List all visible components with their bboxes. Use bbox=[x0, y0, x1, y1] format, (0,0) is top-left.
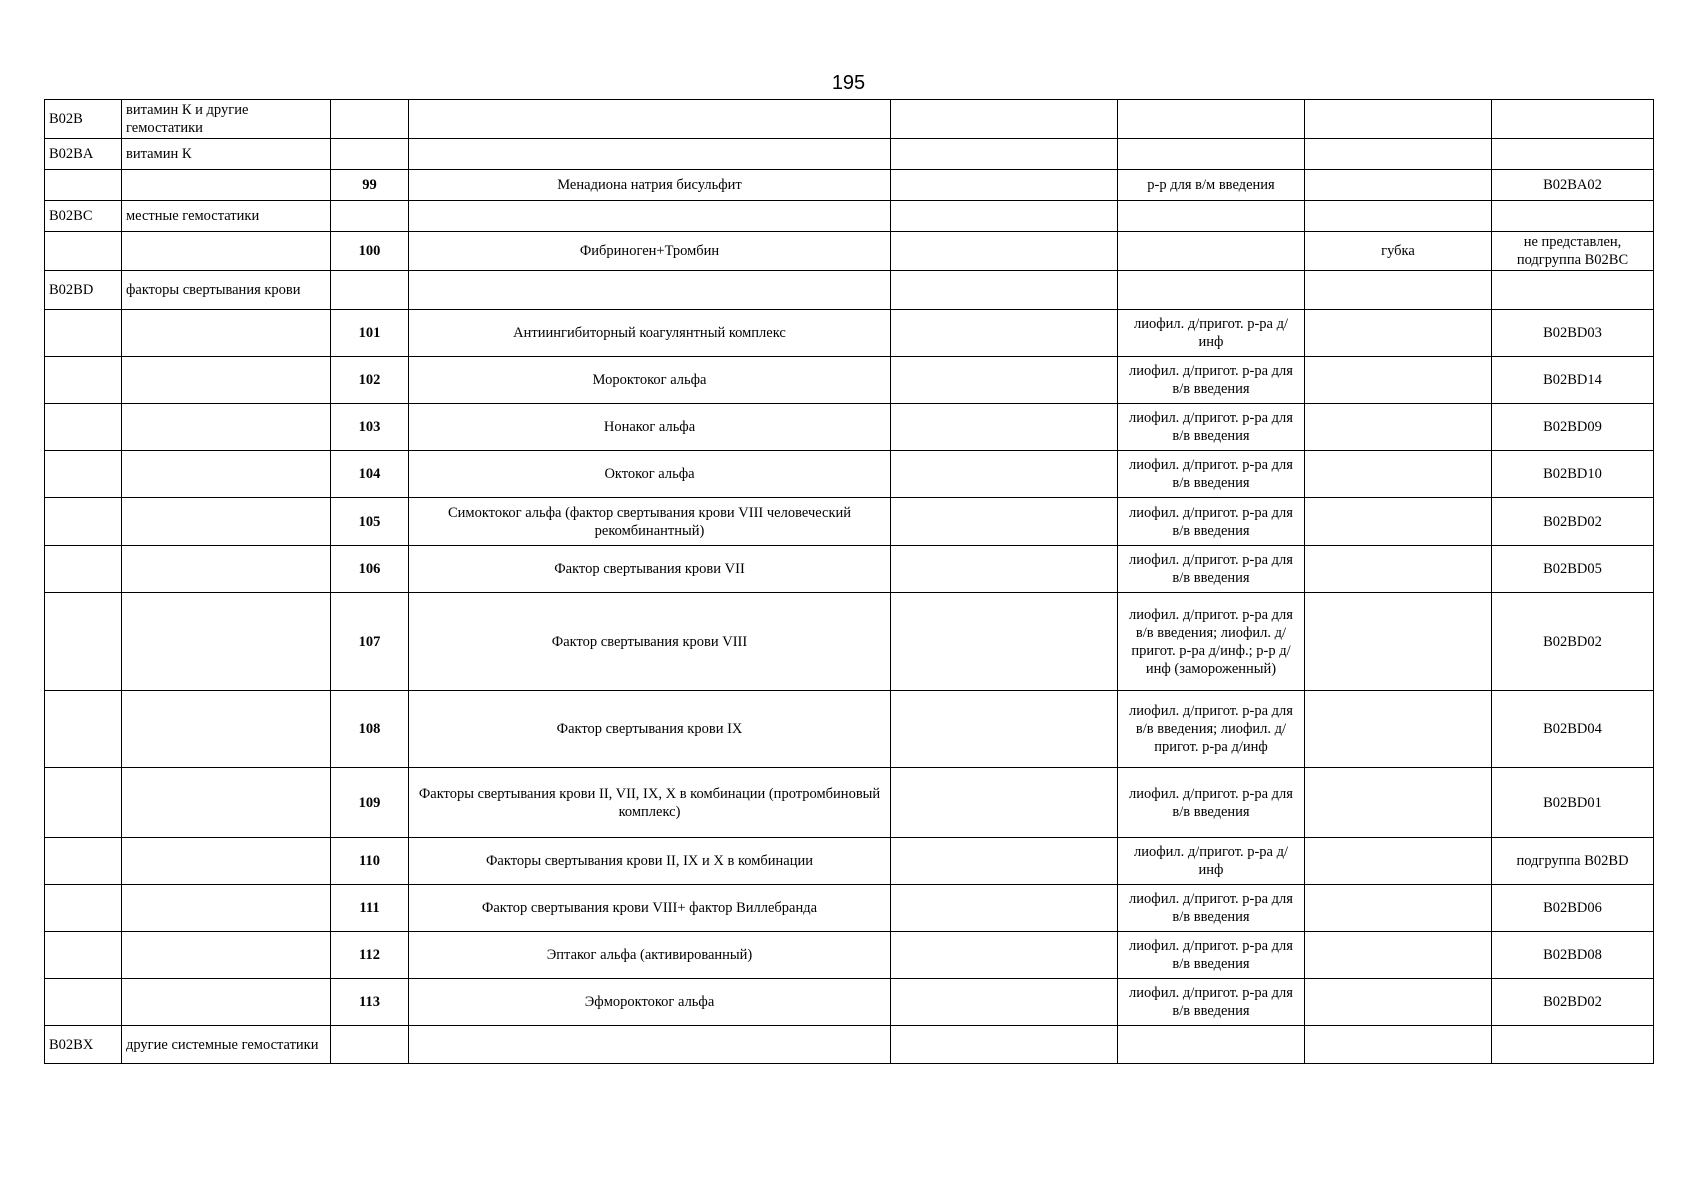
dosage-form-alt bbox=[1305, 691, 1492, 768]
dosage-form-alt bbox=[1305, 404, 1492, 451]
atc-group-name bbox=[122, 932, 331, 979]
table-row bbox=[45, 979, 1654, 1026]
table-row bbox=[45, 170, 1654, 201]
dosage-form: лиофил. д/пригот. р-ра для в/в введения bbox=[1118, 885, 1305, 932]
item-number bbox=[331, 201, 409, 232]
table-row bbox=[45, 100, 1654, 139]
dosage-form-alt bbox=[1305, 498, 1492, 546]
extra-cell bbox=[891, 310, 1118, 357]
drug-name: Симоктоког альфа (фактор свертывания крови VIII человеческий рекомбинантный) bbox=[409, 498, 891, 546]
atc-group-name bbox=[122, 546, 331, 593]
atc-group-code bbox=[45, 498, 122, 546]
item-number: 103 bbox=[331, 404, 409, 451]
extra-cell bbox=[891, 1026, 1118, 1064]
extra-cell bbox=[891, 885, 1118, 932]
dosage-form-alt bbox=[1305, 885, 1492, 932]
drug-name bbox=[409, 100, 891, 139]
page-number: 195 bbox=[831, 72, 866, 94]
drug-name: Фактор свертывания крови IX bbox=[409, 691, 891, 768]
drug-name: Факторы свертывания крови II, IX и X в комбинации bbox=[409, 838, 891, 885]
drug-name: Факторы свертывания крови II, VII, IX, X в комбинации (протромбиновый комплекс) bbox=[409, 768, 891, 838]
extra-cell bbox=[891, 451, 1118, 498]
atc-group-name: другие системные гемостатики bbox=[122, 1026, 331, 1064]
extra-cell bbox=[891, 201, 1118, 232]
dosage-form: р-р для в/м введения bbox=[1118, 170, 1305, 201]
extra-cell bbox=[891, 404, 1118, 451]
dosage-form-alt bbox=[1305, 310, 1492, 357]
table-row bbox=[45, 691, 1654, 768]
dosage-form: лиофил. д/пригот. р-ра для в/в введения; лиофил. д/пригот. р-ра д/инф.; р-р д/инф (замороженный) bbox=[1118, 593, 1305, 691]
atc-group-code bbox=[45, 838, 122, 885]
extra-cell bbox=[891, 979, 1118, 1026]
atc-code: B02BD09 bbox=[1492, 404, 1654, 451]
table-row bbox=[45, 768, 1654, 838]
drug-name: Эптаког альфа (активированный) bbox=[409, 932, 891, 979]
extra-cell bbox=[891, 593, 1118, 691]
atc-group-code bbox=[45, 593, 122, 691]
dosage-form: лиофил. д/пригот. р-ра для в/в введения bbox=[1118, 546, 1305, 593]
extra-cell bbox=[891, 139, 1118, 170]
dosage-form-alt bbox=[1305, 357, 1492, 404]
table-row bbox=[45, 357, 1654, 404]
atc-group-code bbox=[45, 357, 122, 404]
atc-group-code bbox=[45, 932, 122, 979]
item-number: 100 bbox=[331, 232, 409, 271]
extra-cell bbox=[891, 838, 1118, 885]
extra-cell bbox=[891, 170, 1118, 201]
dosage-form-alt bbox=[1305, 838, 1492, 885]
atc-group-name: витамин К и другие гемостатики bbox=[122, 100, 331, 139]
atc-group-code bbox=[45, 170, 122, 201]
atc-code: B02BD14 bbox=[1492, 357, 1654, 404]
atc-group-name: местные гемостатики bbox=[122, 201, 331, 232]
atc-code: B02BD02 bbox=[1492, 979, 1654, 1026]
atc-group-code: B02BC bbox=[45, 201, 122, 232]
dosage-form-alt bbox=[1305, 100, 1492, 139]
atc-group-code bbox=[45, 451, 122, 498]
dosage-form: лиофил. д/пригот. р-ра д/инф bbox=[1118, 310, 1305, 357]
atc-group-name bbox=[122, 357, 331, 404]
atc-group-name: витамин К bbox=[122, 139, 331, 170]
extra-cell bbox=[891, 357, 1118, 404]
dosage-form-alt bbox=[1305, 170, 1492, 201]
dosage-form-alt bbox=[1305, 546, 1492, 593]
dosage-form bbox=[1118, 1026, 1305, 1064]
atc-code: B02BD02 bbox=[1492, 593, 1654, 691]
table-row bbox=[45, 404, 1654, 451]
dosage-form: лиофил. д/пригот. р-ра для в/в введения bbox=[1118, 357, 1305, 404]
dosage-form bbox=[1118, 271, 1305, 310]
dosage-form-alt bbox=[1305, 593, 1492, 691]
dosage-form-alt bbox=[1305, 979, 1492, 1026]
item-number bbox=[331, 271, 409, 310]
dosage-form: лиофил. д/пригот. р-ра для в/в введения bbox=[1118, 498, 1305, 546]
extra-cell bbox=[891, 932, 1118, 979]
item-number: 104 bbox=[331, 451, 409, 498]
dosage-form: лиофил. д/пригот. р-ра для в/в введения bbox=[1118, 932, 1305, 979]
atc-code: B02BD10 bbox=[1492, 451, 1654, 498]
atc-code: B02BD01 bbox=[1492, 768, 1654, 838]
atc-group-code bbox=[45, 691, 122, 768]
atc-group-name bbox=[122, 451, 331, 498]
atc-group-name bbox=[122, 498, 331, 546]
table-row bbox=[45, 139, 1654, 170]
atc-group-name bbox=[122, 310, 331, 357]
item-number: 112 bbox=[331, 932, 409, 979]
dosage-form-alt bbox=[1305, 1026, 1492, 1064]
item-number: 108 bbox=[331, 691, 409, 768]
atc-group-name bbox=[122, 838, 331, 885]
item-number: 111 bbox=[331, 885, 409, 932]
atc-code bbox=[1492, 100, 1654, 139]
table-row bbox=[45, 546, 1654, 593]
extra-cell bbox=[891, 100, 1118, 139]
table-row bbox=[45, 593, 1654, 691]
drug-table-body bbox=[45, 100, 1654, 1064]
drug-name: Менадиона натрия бисульфит bbox=[409, 170, 891, 201]
item-number bbox=[331, 139, 409, 170]
atc-group-code: B02BX bbox=[45, 1026, 122, 1064]
item-number: 99 bbox=[331, 170, 409, 201]
drug-name bbox=[409, 1026, 891, 1064]
dosage-form-alt bbox=[1305, 451, 1492, 498]
atc-code: B02BD06 bbox=[1492, 885, 1654, 932]
atc-code: B02BD04 bbox=[1492, 691, 1654, 768]
item-number: 106 bbox=[331, 546, 409, 593]
atc-code: B02BD02 bbox=[1492, 498, 1654, 546]
dosage-form-alt bbox=[1305, 271, 1492, 310]
dosage-form: лиофил. д/пригот. р-ра д/инф bbox=[1118, 838, 1305, 885]
atc-group-code bbox=[45, 979, 122, 1026]
drug-name bbox=[409, 201, 891, 232]
atc-code: B02BD03 bbox=[1492, 310, 1654, 357]
extra-cell bbox=[891, 546, 1118, 593]
atc-group-name bbox=[122, 232, 331, 271]
dosage-form bbox=[1118, 201, 1305, 232]
atc-group-code bbox=[45, 546, 122, 593]
atc-code bbox=[1492, 1026, 1654, 1064]
drug-name: Фибриноген+Тромбин bbox=[409, 232, 891, 271]
atc-code bbox=[1492, 139, 1654, 170]
table-row bbox=[45, 271, 1654, 310]
dosage-form-alt bbox=[1305, 768, 1492, 838]
drug-name bbox=[409, 271, 891, 310]
atc-code: подгруппа B02BD bbox=[1492, 838, 1654, 885]
dosage-form: лиофил. д/пригот. р-ра для в/в введения bbox=[1118, 979, 1305, 1026]
extra-cell bbox=[891, 768, 1118, 838]
atc-group-code bbox=[45, 768, 122, 838]
item-number: 113 bbox=[331, 979, 409, 1026]
item-number bbox=[331, 100, 409, 139]
dosage-form: лиофил. д/пригот. р-ра для в/в введения bbox=[1118, 768, 1305, 838]
atc-group-code bbox=[45, 885, 122, 932]
extra-cell bbox=[891, 232, 1118, 271]
extra-cell bbox=[891, 271, 1118, 310]
atc-code: не представлен, подгруппа B02BC bbox=[1492, 232, 1654, 271]
dosage-form bbox=[1118, 139, 1305, 170]
drug-table bbox=[44, 99, 1654, 1064]
drug-name bbox=[409, 139, 891, 170]
drug-name: Октоког альфа bbox=[409, 451, 891, 498]
atc-group-name: факторы свертывания крови bbox=[122, 271, 331, 310]
item-number bbox=[331, 1026, 409, 1064]
item-number: 110 bbox=[331, 838, 409, 885]
item-number: 107 bbox=[331, 593, 409, 691]
table-row bbox=[45, 932, 1654, 979]
extra-cell bbox=[891, 498, 1118, 546]
atc-code: B02BD08 bbox=[1492, 932, 1654, 979]
atc-group-code: B02BD bbox=[45, 271, 122, 310]
dosage-form-alt: губка bbox=[1305, 232, 1492, 271]
drug-name: Фактор свертывания крови VII bbox=[409, 546, 891, 593]
drug-name: Фактор свертывания крови VIII bbox=[409, 593, 891, 691]
atc-group-code bbox=[45, 404, 122, 451]
extra-cell bbox=[891, 691, 1118, 768]
table-row bbox=[45, 498, 1654, 546]
table-row bbox=[45, 885, 1654, 932]
table-row bbox=[45, 451, 1654, 498]
dosage-form: лиофил. д/пригот. р-ра для в/в введения; лиофил. д/пригот. р-ра д/инф bbox=[1118, 691, 1305, 768]
atc-group-code: B02B bbox=[45, 100, 122, 139]
atc-group-code bbox=[45, 310, 122, 357]
table-row bbox=[45, 1026, 1654, 1064]
atc-group-name bbox=[122, 885, 331, 932]
item-number: 101 bbox=[331, 310, 409, 357]
dosage-form bbox=[1118, 232, 1305, 271]
atc-group-name bbox=[122, 691, 331, 768]
table-row bbox=[45, 232, 1654, 271]
atc-group-name bbox=[122, 593, 331, 691]
atc-code: B02BD05 bbox=[1492, 546, 1654, 593]
atc-group-name bbox=[122, 170, 331, 201]
atc-code bbox=[1492, 271, 1654, 310]
dosage-form-alt bbox=[1305, 932, 1492, 979]
item-number: 105 bbox=[331, 498, 409, 546]
dosage-form: лиофил. д/пригот. р-ра для в/в введения bbox=[1118, 451, 1305, 498]
dosage-form: лиофил. д/пригот. р-ра для в/в введения bbox=[1118, 404, 1305, 451]
atc-group-name bbox=[122, 404, 331, 451]
atc-code bbox=[1492, 201, 1654, 232]
atc-group-code bbox=[45, 232, 122, 271]
item-number: 109 bbox=[331, 768, 409, 838]
table-row bbox=[45, 201, 1654, 232]
atc-code: B02BA02 bbox=[1492, 170, 1654, 201]
drug-name: Фактор свертывания крови VIII+ фактор Виллебранда bbox=[409, 885, 891, 932]
dosage-form-alt bbox=[1305, 139, 1492, 170]
table-row bbox=[45, 838, 1654, 885]
drug-name: Антиингибиторный коагулянтный комплекс bbox=[409, 310, 891, 357]
dosage-form-alt bbox=[1305, 201, 1492, 232]
atc-group-code: B02BA bbox=[45, 139, 122, 170]
table-row bbox=[45, 310, 1654, 357]
drug-name: Эфмороктоког альфа bbox=[409, 979, 891, 1026]
dosage-form bbox=[1118, 100, 1305, 139]
drug-name: Мороктоког альфа bbox=[409, 357, 891, 404]
item-number: 102 bbox=[331, 357, 409, 404]
atc-group-name bbox=[122, 768, 331, 838]
drug-name: Нонаког альфа bbox=[409, 404, 891, 451]
atc-group-name bbox=[122, 979, 331, 1026]
